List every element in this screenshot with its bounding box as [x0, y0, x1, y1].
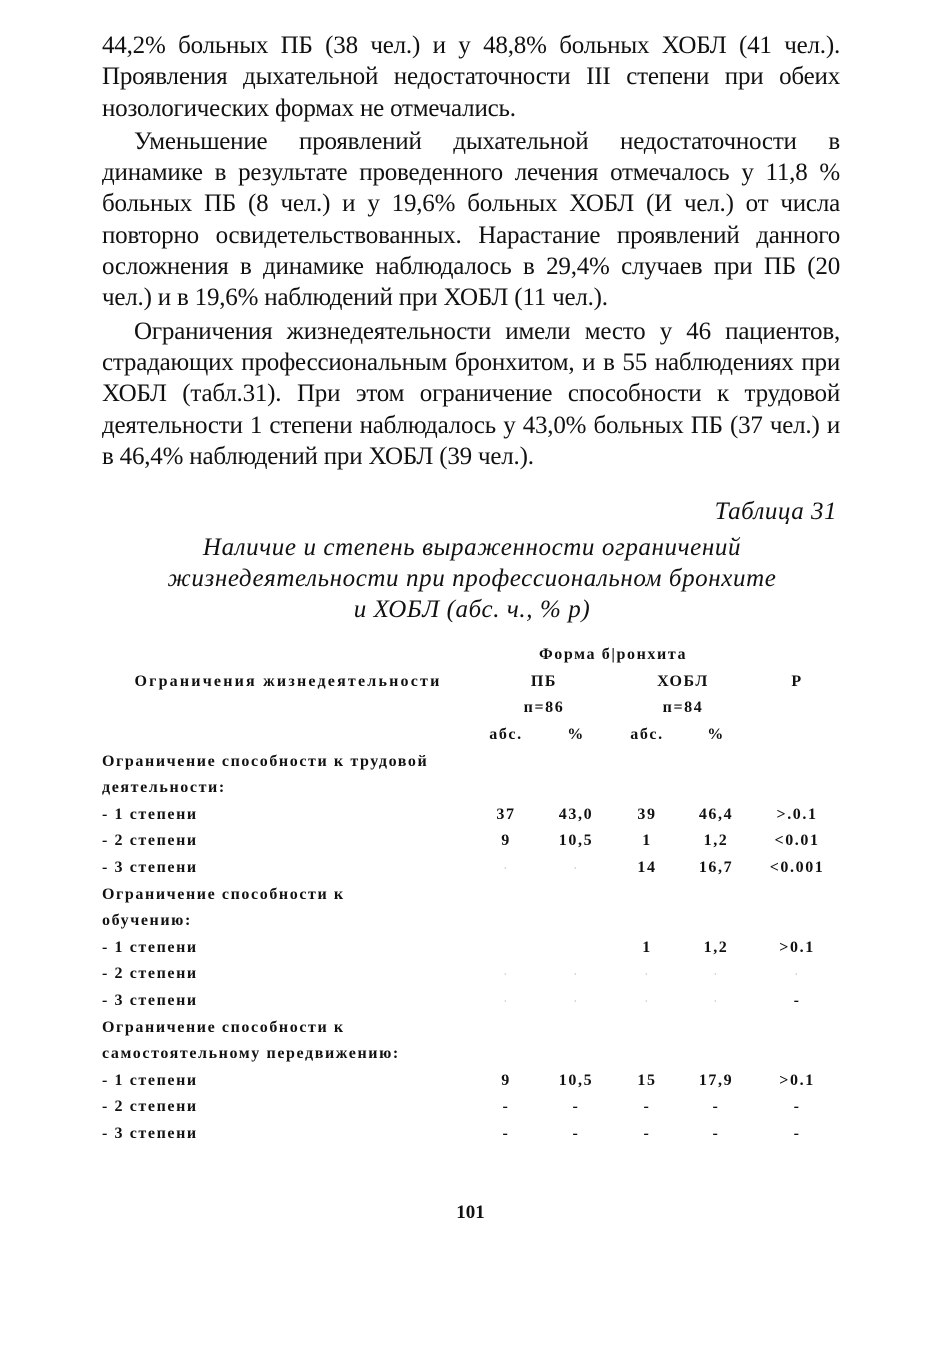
table-title-line: жизнедеятельности при профессиональном бронхите — [167, 565, 777, 592]
table-row — [102, 802, 842, 829]
table-row — [102, 828, 842, 855]
table-cell: 9 — [501, 832, 511, 850]
table-cell: 39 — [637, 805, 657, 823]
section-label: Ограничение способности к — [102, 1018, 345, 1036]
table-cell: - — [793, 1098, 801, 1116]
table-row — [102, 961, 842, 988]
empty-cell — [752, 1014, 842, 1041]
column-header-group: Форма б|ронхита — [538, 646, 688, 664]
empty-cell — [680, 1041, 752, 1068]
table-cell: 14 — [637, 859, 657, 877]
column-header-p: Р — [791, 672, 803, 690]
table-row — [102, 935, 842, 962]
empty-cell — [614, 908, 680, 935]
table-cell: 9 — [501, 1071, 511, 1089]
empty-cell — [474, 775, 538, 802]
row-label: - 2 степени — [102, 1098, 198, 1116]
table-cell: · — [644, 996, 650, 1006]
column-header-hobl-n: п=84 — [662, 699, 704, 717]
empty-cell — [538, 908, 614, 935]
empty-cell — [538, 1041, 614, 1068]
empty-cell — [538, 881, 614, 908]
section-label: самостоятельному передвижению: — [102, 1045, 400, 1063]
column-header-pb: ПБ — [530, 672, 558, 690]
table-title — [102, 532, 842, 625]
empty-cell — [752, 748, 842, 775]
table-cell: - — [643, 1098, 651, 1116]
table-cell: · — [713, 969, 719, 979]
table-cell: 17,9 — [698, 1071, 734, 1089]
table-cell: 16,7 — [698, 859, 734, 877]
table-cell: 10,5 — [558, 1071, 594, 1089]
table-cell: · — [713, 996, 719, 1006]
table-cell: - — [572, 1098, 580, 1116]
table-title-line: и ХОБЛ (абс. ч., % р) — [353, 596, 591, 623]
table-row — [102, 1121, 842, 1148]
empty-cell — [614, 775, 680, 802]
empty-cell — [614, 1014, 680, 1041]
empty-cell — [680, 881, 752, 908]
table-cell: - — [502, 1098, 510, 1116]
table-cell: · — [573, 969, 579, 979]
page-number: 101 — [456, 1202, 485, 1223]
table-cell: >0.1 — [779, 938, 815, 956]
empty-cell — [680, 1014, 752, 1041]
table-section-row — [102, 908, 842, 935]
column-header-hobl: ХОБЛ — [657, 672, 709, 690]
row-label: - 3 степени — [102, 1124, 198, 1142]
empty-cell — [680, 748, 752, 775]
table-cell: - — [502, 1124, 510, 1142]
table-title-line: Наличие и степень выраженности ограничений — [202, 534, 742, 561]
empty-cell — [538, 775, 614, 802]
table-cell: 46,4 — [698, 805, 734, 823]
table-cell: · — [573, 996, 579, 1006]
empty-cell — [614, 881, 680, 908]
table-cell: <0.001 — [769, 859, 825, 877]
row-label: - 1 степени — [102, 1071, 198, 1089]
paragraph: 44,2% больных ПБ (38 чел.) и у 48,8% больных ХОБЛ (41 чел.). Проявления дыхательной недостаточности III степени при обеих нозологических формах не отмечались. — [102, 32, 840, 122]
table-row — [102, 988, 842, 1015]
table-section-row — [102, 881, 842, 908]
table-header-row — [102, 722, 842, 749]
table-cell: >.0.1 — [776, 805, 818, 823]
table-cell: · — [794, 969, 800, 979]
table-cell — [538, 935, 614, 962]
table-cell: - — [572, 1124, 580, 1142]
table-cell: 10,5 — [558, 832, 594, 850]
empty-cell — [680, 908, 752, 935]
table-header-row — [102, 642, 842, 669]
empty-cell — [474, 1041, 538, 1068]
empty-cell — [752, 1041, 842, 1068]
table-cell: - — [712, 1098, 720, 1116]
empty-cell — [680, 775, 752, 802]
empty-cell — [102, 722, 474, 749]
column-header-pb-n: п=86 — [523, 699, 565, 717]
empty-cell — [614, 748, 680, 775]
row-label: - 2 степени — [102, 832, 198, 850]
empty-cell — [474, 1014, 538, 1041]
column-header-restrictions: Ограничения жизнедеятельности — [134, 672, 442, 690]
table-cell: 1,2 — [703, 938, 729, 956]
table-cell: - — [712, 1124, 720, 1142]
column-header-pct: % — [707, 726, 725, 744]
table-cell: 1 — [642, 938, 652, 956]
table-cell: 1,2 — [703, 832, 729, 850]
table-cell: 1 — [642, 832, 652, 850]
row-label: - 3 степени — [102, 859, 198, 877]
paragraph: Ограничения жизнедеятельности имели место у 46 пациентов, страдающих профессиональным бронхитом, и в 55 наблюдениях при ХОБЛ (табл.31). При этом ограничение способности к трудовой деятельности 1 степени наблюдалось у 43,0% больных ПБ (37 чел.) и в 46,4% наблюдений при ХОБЛ (39 чел.). — [102, 317, 840, 470]
table-cell: - — [793, 992, 801, 1010]
table-cell: · — [503, 969, 509, 979]
table-row — [102, 855, 842, 882]
table-cell: >0.1 — [779, 1071, 815, 1089]
empty-cell — [474, 908, 538, 935]
body-text — [102, 30, 840, 474]
empty-cell — [752, 722, 842, 749]
table-cell: 15 — [637, 1071, 657, 1089]
table-cell: · — [503, 996, 509, 1006]
table-section-row — [102, 1014, 842, 1041]
table-cell: <0.01 — [774, 832, 820, 850]
empty-cell — [752, 908, 842, 935]
section-label: Ограничение способности к — [102, 885, 345, 903]
table-cell: · — [573, 863, 579, 873]
data-table — [102, 642, 842, 1147]
column-header-abs: абс. — [489, 726, 523, 744]
section-label: деятельности: — [102, 779, 226, 797]
table-row — [102, 1068, 842, 1095]
table-cell: · — [503, 863, 509, 873]
table-section-row — [102, 775, 842, 802]
table-section-row — [102, 748, 842, 775]
empty-cell — [538, 1014, 614, 1041]
row-label: - 1 степени — [102, 805, 198, 823]
table-cell: · — [644, 969, 650, 979]
table-row — [102, 1094, 842, 1121]
table-cell: - — [643, 1124, 651, 1142]
empty-cell — [474, 748, 538, 775]
column-header-pct: % — [567, 726, 585, 744]
empty-cell — [474, 881, 538, 908]
table-number: Таблица 31 — [714, 498, 837, 525]
row-label: - 3 степени — [102, 992, 198, 1010]
table-cell: - — [793, 1124, 801, 1142]
table-cell — [474, 935, 538, 962]
row-label: - 2 степени — [102, 965, 198, 983]
empty-cell — [614, 1041, 680, 1068]
row-label: - 1 степени — [102, 938, 198, 956]
section-label: Ограничение способности к трудовой — [102, 752, 429, 770]
empty-cell — [752, 881, 842, 908]
table-section-row — [102, 1041, 842, 1068]
table-cell: 43,0 — [558, 805, 594, 823]
empty-cell — [538, 748, 614, 775]
table-body — [102, 642, 842, 1147]
column-header-abs: абс. — [630, 726, 664, 744]
empty-cell — [752, 775, 842, 802]
section-label: обучению: — [102, 912, 192, 930]
table-cell: 37 — [496, 805, 516, 823]
paragraph: Уменьшение проявлений дыхательной недостаточности в динамике в результате проведенного лечения отмечалось у 11,8 % больных ПБ (8 чел.) и у 19,6% больных ХОБЛ (И чел.) от числа повторно освидетельствованных. Нарастание проявлений данного осложнения в динамике наблюдалось в 29,4% случаев при ПБ (20 чел.) и в 19,6% наблюдений при ХОБЛ (11 чел.). — [102, 127, 840, 312]
